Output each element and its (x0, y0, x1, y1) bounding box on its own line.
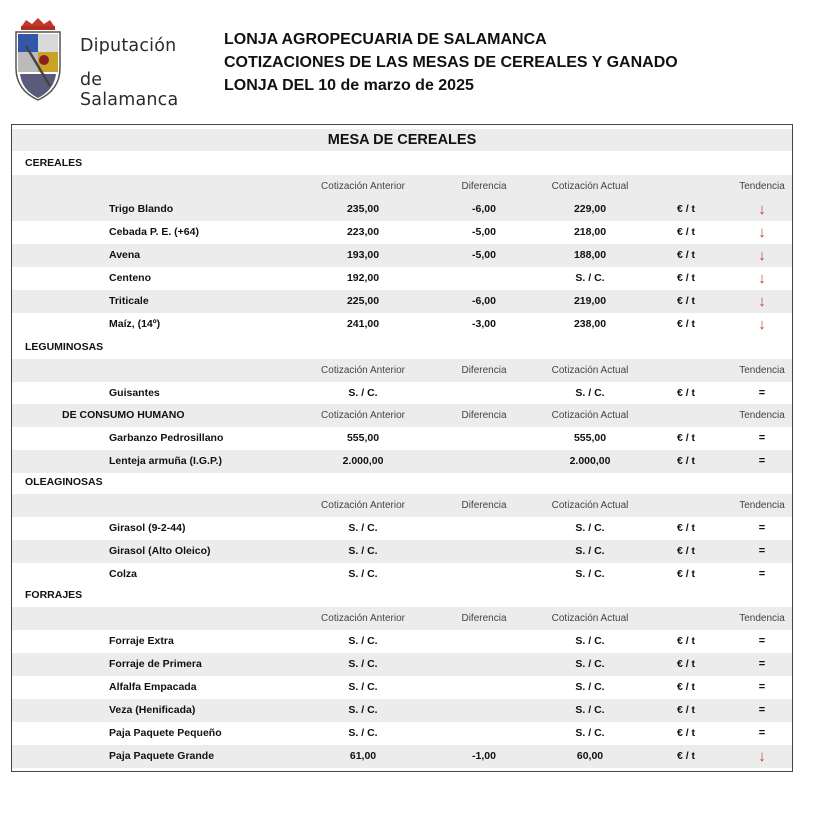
table-row (12, 450, 792, 473)
section-title: OLEAGINOSAS (25, 476, 103, 488)
arrow-down-icon: ↓ (758, 316, 766, 333)
price-anterior: 193,00 (346, 249, 380, 261)
subsection-title: DE CONSUMO HUMANO (62, 409, 185, 421)
price-diferencia (448, 267, 520, 290)
price-actual: S. / C. (575, 704, 605, 716)
table-row (12, 198, 792, 221)
logo-line-1: Diputación (80, 36, 177, 56)
price-unit: € / t (676, 727, 696, 739)
price-actual: S. / C. (575, 681, 605, 693)
price-diferencia: -3,00 (472, 318, 496, 330)
col-header-tendencia: Tendencia (739, 181, 785, 192)
trend-down-arrow-icon (732, 313, 792, 336)
col-header-actual: Cotización Actual (551, 410, 629, 421)
col-header-diferencia: Diferencia (461, 500, 507, 511)
table-row (12, 267, 792, 290)
col-header-diferencia: Diferencia (461, 365, 507, 376)
header-line-2: COTIZACIONES DE LAS MESAS DE CEREALES Y GANADO (224, 54, 678, 71)
col-header-actual: Cotización Actual (551, 500, 629, 511)
col-header-anterior: Cotización Anterior (321, 500, 405, 511)
trend-equal (732, 699, 792, 722)
price-actual: 555,00 (573, 432, 607, 444)
table-row (12, 745, 792, 768)
price-unit: € / t (676, 704, 696, 716)
column-header-row (12, 175, 792, 198)
price-actual: 2.000,00 (569, 455, 611, 467)
price-unit: € / t (676, 750, 696, 762)
arrow-down-icon: ↓ (758, 224, 766, 241)
trend-down-arrow-icon (732, 745, 792, 768)
arrow-down-icon: ↓ (758, 293, 766, 310)
table-row (12, 630, 792, 653)
price-anterior: S. / C. (348, 681, 378, 693)
trend-down-arrow-icon (732, 290, 792, 313)
trend-down-arrow-icon (732, 267, 792, 290)
arrow-down-icon: ↓ (758, 247, 766, 264)
product-name: Lenteja armuña (I.G.P.) (109, 455, 223, 467)
trend-equal-label: = (758, 704, 766, 716)
arrow-down-icon: ↓ (758, 748, 766, 765)
table-row (12, 517, 792, 540)
col-header-tendencia: Tendencia (739, 500, 785, 511)
price-unit: € / t (676, 226, 696, 238)
price-diferencia: -1,00 (472, 750, 496, 762)
trend-down-arrow-icon (732, 244, 792, 267)
price-anterior: S. / C. (348, 658, 378, 670)
price-diferencia (448, 382, 520, 405)
arrow-down-icon: ↓ (758, 270, 766, 287)
price-diferencia (448, 563, 520, 586)
price-anterior: 235,00 (346, 203, 380, 215)
trend-equal (732, 722, 792, 745)
product-name: Triticale (109, 295, 149, 307)
column-header-row (12, 359, 792, 382)
trend-equal (732, 653, 792, 676)
price-actual: S. / C. (575, 635, 605, 647)
section-row (12, 584, 792, 607)
header-line-3: LONJA DEL 10 de marzo de 2025 (224, 77, 474, 94)
col-header-tendencia: Tendencia (739, 365, 785, 376)
price-diferencia (448, 676, 520, 699)
col-header-diferencia: Diferencia (461, 613, 507, 624)
product-name: Veza (Henificada) (109, 704, 196, 716)
price-unit: € / t (676, 272, 696, 284)
product-name: Cebada P. E. (+64) (109, 226, 199, 238)
price-actual: S. / C. (575, 568, 605, 580)
price-actual: S. / C. (575, 545, 605, 557)
trend-equal-label: = (758, 635, 766, 647)
price-diferencia (448, 427, 520, 450)
price-actual: S. / C. (575, 387, 605, 399)
price-diferencia (448, 450, 520, 473)
price-anterior: 225,00 (346, 295, 380, 307)
product-name: Paja Paquete Grande (109, 750, 215, 762)
price-unit: € / t (676, 249, 696, 261)
price-actual: 188,00 (573, 249, 607, 261)
section-row (12, 152, 792, 175)
col-header-tendencia: Tendencia (739, 410, 785, 421)
product-name: Alfalfa Empacada (109, 681, 197, 693)
price-actual: 219,00 (573, 295, 607, 307)
price-diferencia (448, 630, 520, 653)
price-unit: € / t (676, 455, 696, 467)
trend-equal (732, 382, 792, 405)
product-name: Colza (109, 568, 138, 580)
product-name: Paja Paquete Pequeño (109, 727, 222, 739)
product-name: Avena (109, 249, 141, 261)
logo-line-2: de Salamanca (80, 70, 179, 110)
col-header-tendencia: Tendencia (739, 613, 785, 624)
trend-equal-label: = (758, 522, 766, 534)
price-anterior: S. / C. (348, 387, 378, 399)
trend-equal (732, 450, 792, 473)
price-actual: S. / C. (575, 522, 605, 534)
coat-of-arms-icon (12, 16, 64, 102)
price-anterior: S. / C. (348, 635, 378, 647)
price-anterior: S. / C. (348, 704, 378, 716)
product-name: Trigo Blando (109, 203, 174, 215)
price-anterior: 2.000,00 (342, 455, 384, 467)
price-diferencia: -5,00 (472, 226, 496, 238)
mesa-cereales-panel (11, 124, 793, 772)
price-diferencia (448, 699, 520, 722)
price-unit: € / t (676, 545, 696, 557)
trend-down-arrow-icon (732, 198, 792, 221)
page-header (224, 28, 678, 97)
trend-equal (732, 517, 792, 540)
price-anterior: S. / C. (348, 522, 378, 534)
price-diferencia (448, 653, 520, 676)
price-anterior: 555,00 (346, 432, 380, 444)
diputacion-logo (12, 16, 202, 110)
arrow-down-icon: ↓ (758, 201, 766, 218)
price-actual: S. / C. (575, 272, 605, 284)
column-header-row (12, 404, 792, 427)
price-unit: € / t (676, 387, 696, 399)
col-header-anterior: Cotización Anterior (321, 410, 405, 421)
section-row (12, 471, 792, 494)
price-actual: 238,00 (573, 318, 607, 330)
col-header-actual: Cotización Actual (551, 181, 629, 192)
trend-equal-label: = (758, 545, 766, 557)
price-anterior: 61,00 (349, 750, 377, 762)
table-row (12, 699, 792, 722)
trend-equal (732, 427, 792, 450)
trend-equal-label: = (758, 432, 766, 444)
price-actual: S. / C. (575, 658, 605, 670)
table-row (12, 382, 792, 405)
col-header-anterior: Cotización Anterior (321, 365, 405, 376)
trend-equal-label: = (758, 387, 766, 399)
product-name: Garbanzo Pedrosillano (109, 432, 224, 444)
price-anterior: S. / C. (348, 727, 378, 739)
col-header-diferencia: Diferencia (461, 410, 507, 421)
price-unit: € / t (676, 635, 696, 647)
price-anterior: S. / C. (348, 545, 378, 557)
trend-equal (732, 540, 792, 563)
table-row (12, 427, 792, 450)
price-actual: 218,00 (573, 226, 607, 238)
price-diferencia: -6,00 (472, 203, 496, 215)
table-row (12, 290, 792, 313)
table-row (12, 313, 792, 336)
price-diferencia (448, 722, 520, 745)
price-diferencia (448, 540, 520, 563)
product-name: Girasol (Alto Oleico) (109, 545, 211, 557)
price-anterior: 241,00 (346, 318, 380, 330)
product-name: Centeno (109, 272, 151, 284)
section-title: FORRAJES (25, 589, 83, 601)
price-unit: € / t (676, 203, 696, 215)
panel-title: MESA DE CEREALES (12, 129, 792, 151)
trend-equal-label: = (758, 455, 766, 467)
trend-equal-label: = (758, 727, 766, 739)
table-row (12, 244, 792, 267)
product-name: Forraje Extra (109, 635, 174, 647)
price-unit: € / t (676, 432, 696, 444)
section-title: CEREALES (25, 157, 83, 169)
price-anterior: 223,00 (346, 226, 380, 238)
table-row (12, 563, 792, 586)
header-line-1: LONJA AGROPECUARIA DE SALAMANCA (224, 31, 547, 48)
price-actual: S. / C. (575, 727, 605, 739)
price-diferencia (448, 517, 520, 540)
table-row (12, 722, 792, 745)
trend-equal (732, 676, 792, 699)
price-diferencia: -6,00 (472, 295, 496, 307)
col-header-anterior: Cotización Anterior (321, 613, 405, 624)
section-title: LEGUMINOSAS (25, 341, 104, 353)
price-anterior: 192,00 (346, 272, 380, 284)
trend-down-arrow-icon (732, 221, 792, 244)
table-row (12, 653, 792, 676)
table-row (12, 676, 792, 699)
column-header-row (12, 494, 792, 517)
trend-equal-label: = (758, 568, 766, 580)
col-header-actual: Cotización Actual (551, 365, 629, 376)
price-unit: € / t (676, 318, 696, 330)
col-header-actual: Cotización Actual (551, 613, 629, 624)
trend-equal (732, 630, 792, 653)
price-unit: € / t (676, 522, 696, 534)
price-diferencia: -5,00 (472, 249, 496, 261)
section-row (12, 336, 792, 359)
trend-equal (732, 563, 792, 586)
price-anterior: S. / C. (348, 568, 378, 580)
price-unit: € / t (676, 681, 696, 693)
product-name: Maíz, (14º) (109, 318, 161, 330)
trend-equal-label: = (758, 658, 766, 670)
trend-equal-label: = (758, 681, 766, 693)
price-unit: € / t (676, 658, 696, 670)
col-header-anterior: Cotización Anterior (321, 181, 405, 192)
column-header-row (12, 607, 792, 630)
product-name: Forraje de Primera (109, 658, 202, 670)
product-name: Guisantes (109, 387, 160, 399)
col-header-diferencia: Diferencia (461, 181, 507, 192)
price-unit: € / t (676, 568, 696, 580)
table-row (12, 540, 792, 563)
product-name: Girasol (9-2-44) (109, 522, 186, 534)
price-unit: € / t (676, 295, 696, 307)
price-actual: 60,00 (576, 750, 604, 762)
table-row (12, 221, 792, 244)
price-actual: 229,00 (573, 203, 607, 215)
